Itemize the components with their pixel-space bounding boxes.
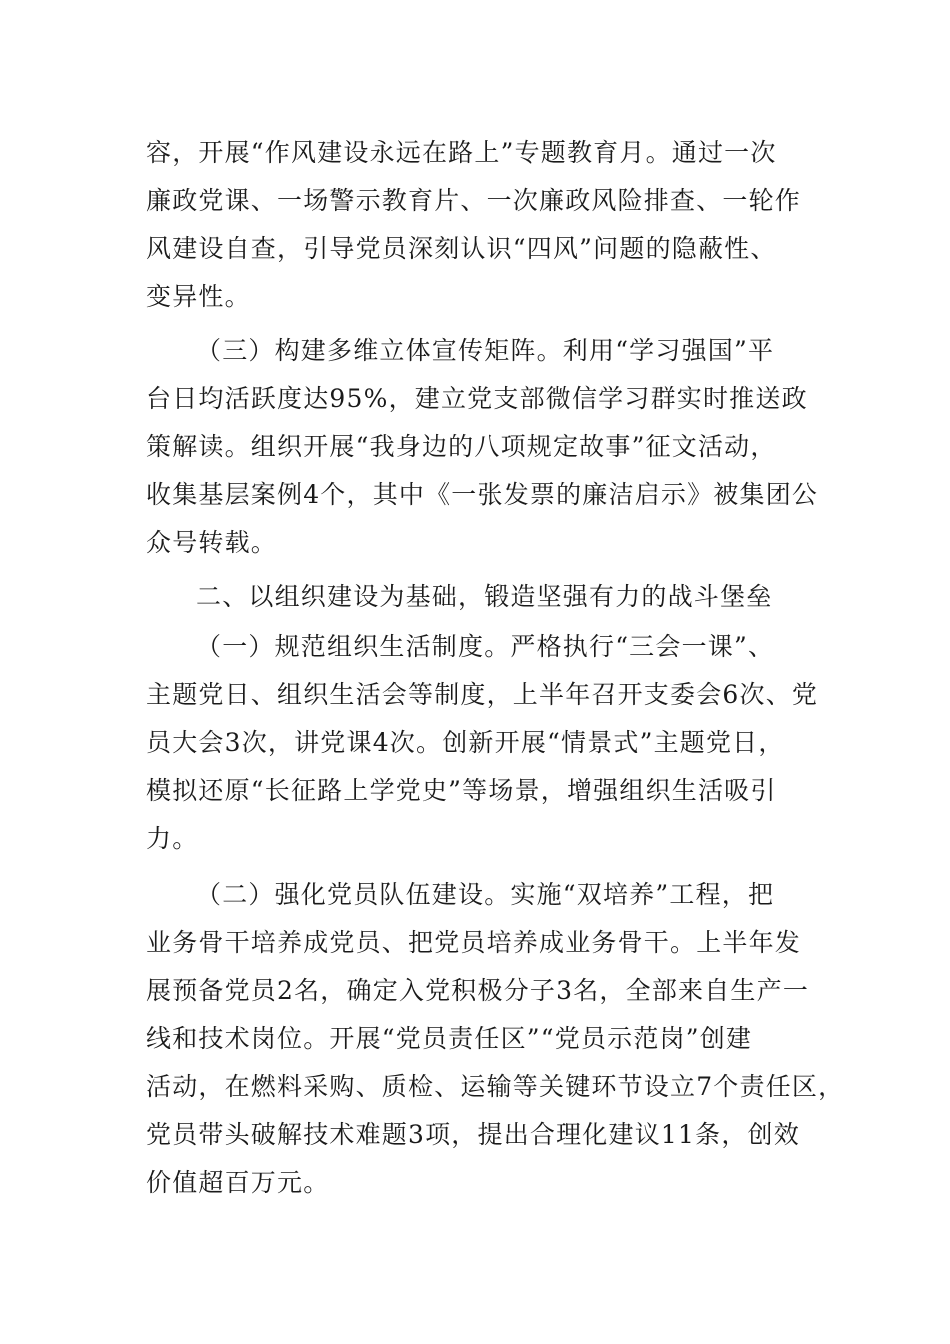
section-heading-3: （三）构建多维立体宣传矩阵。利用“学习强国”平 — [196, 336, 775, 365]
text-line: 廉政党课、一场警示教育片、一次廉政风险排查、一轮作 — [146, 186, 802, 215]
text-line: 收集基层案例4个，其中《一张发票的廉洁启示》被集团公 — [146, 480, 819, 509]
text-line: 容，开展“作风建设永远在路上”专题教育月。通过一次 — [146, 138, 777, 167]
text-line: 风建设自查，引导党员深刻认识“四风”问题的隐蔽性、 — [146, 234, 777, 263]
text-line: 员大会3次，讲党课4次。创新开展“情景式”主题党日， — [146, 728, 785, 757]
chapter-heading-2: 二、以组织建设为基础，锻造坚强有力的战斗堡垒 — [196, 582, 773, 611]
text-line: 台日均活跃度达95%，建立党支部微信学习群实时推送政 — [146, 384, 808, 413]
text-line: 策解读。组织开展“我身边的八项规定故事”征文活动， — [146, 432, 777, 461]
text-line: 众号转载。 — [146, 528, 278, 557]
text-line: 主题党日、组织生活会等制度，上半年召开支委会6次、党 — [146, 680, 819, 709]
text-line: 党员带头破解技术难题3项，提出合理化建议11条，创效 — [146, 1120, 800, 1149]
text-line: 活动，在燃料采购、质检、运输等关键环节设立7个责任区， — [146, 1072, 845, 1101]
section-heading-1: （一）规范组织生活制度。严格执行“三会一课”、 — [196, 632, 775, 661]
text-line: 价值超百万元。 — [146, 1168, 330, 1197]
section-heading-2: （二）强化党员队伍建设。实施“双培养”工程，把 — [196, 880, 775, 909]
text-line: 模拟还原“长征路上学党史”等场景，增强组织生活吸引 — [146, 776, 777, 805]
text-line: 展预备党员2名，确定入党积极分子3名，全部来自生产一 — [146, 976, 810, 1005]
text-line: 业务骨干培养成党员、把党员培养成业务骨干。上半年发 — [146, 928, 802, 957]
text-line: 力。 — [146, 824, 199, 853]
text-line: 变异性。 — [146, 282, 251, 311]
text-line: 线和技术岗位。开展“党员责任区”“党员示范岗”创建 — [146, 1024, 753, 1053]
